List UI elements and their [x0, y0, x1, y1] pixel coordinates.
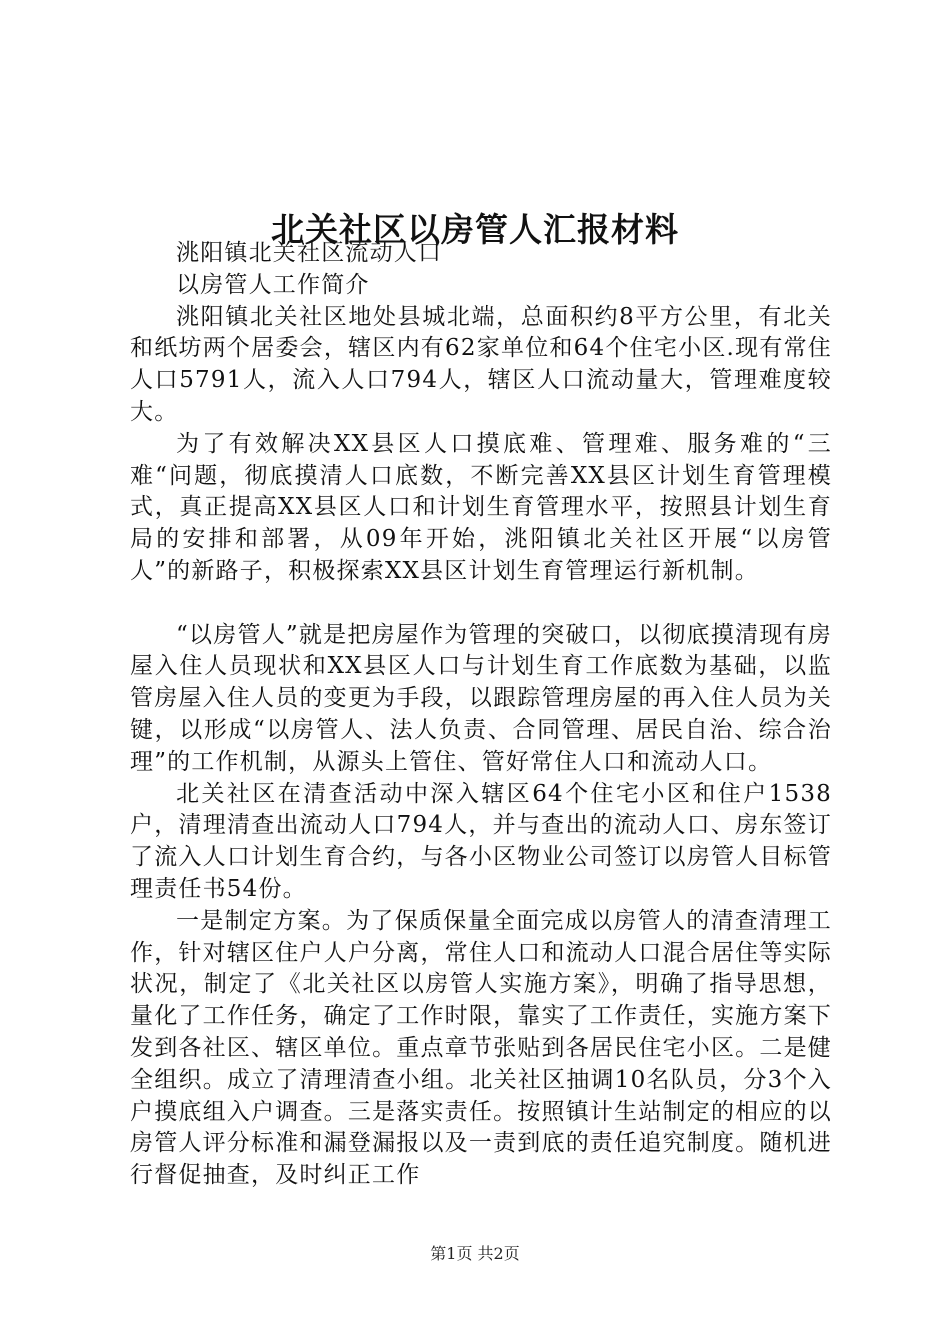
paragraph-5: 一是制定方案。为了保质保量全面完成以房管人的清查清理工作，针对辖区住户人户分离，常住人口和流动人口混合居住等实际状况，制定了《北关社区以房管人实施方案》，明确了指导思想，量化了工作任务，确定了工作时限，靠实了工作责任，实施方案下发到各社区、辖区单位。重点章节张贴到各居民住宅小区。二是健全组织。成立了清理清查小组。北关社区抽调10名队员，分3个入户摸底组入户调查。三是落实责任。按照镇计生站制定的相应的以房管人评分标准和漏登漏报以及一责到底的责任追究制度。随机进行督促抽查，及时纠正工作	[130, 907, 832, 1189]
document-body	[130, 238, 832, 1192]
subtitle-line-1: 洮阳镇北关社区流动人口	[176, 240, 443, 266]
page-footer	[0, 1242, 950, 1266]
document-title: 北关社区以房管人汇报材料	[271, 210, 679, 250]
paragraph-4: 北关社区在清查活动中深入辖区64个住宅小区和住户1538户，清理清查出流动人口794人，并与查出的流动人口、房东签订了流入人口计划生育合约，与各小区物业公司签订以房管人目标管理责任书54份。	[130, 780, 832, 902]
paragraph-1: 洮阳镇北关社区地处县城北端，总面积约8平方公里，有北关和纸坊两个居委会，辖区内有62家单位和64个住宅小区.现有常住人口5791人，流入人口794人，辖区人口流动量大，管理难度较大。	[130, 303, 832, 425]
paragraph-2: 为了有效解决XX县区人口摸底难、管理难、服务难的“三难“问题，彻底摸清人口底数，不断完善XX县区计划生育管理模式，真正提高XX县区人口和计划生育管理水平，按照县计划生育局的安排和部署，从09年开始，洮阳镇北关社区开展“以房管人”的新路子，积极探索XX县区计划生育管理运行新机制。	[130, 430, 832, 584]
paragraph-spacer	[130, 588, 832, 620]
paragraph-3: “以房管人”就是把房屋作为管理的突破口，以彻底摸清现有房屋入住人员现状和XX县区人口与计划生育工作底数为基础，以监管房屋入住人员的变更为手段，以跟踪管理房屋的再入住人员为关键，以形成“以房管人、法人负责、合同管理、居民自治、综合治理”的工作机制，从源头上管住、管好常住人口和流动人口。	[130, 621, 832, 775]
subtitle-line-2: 以房管人工作简介	[176, 271, 370, 298]
page-number: 第1页 共2页	[430, 1244, 520, 1263]
